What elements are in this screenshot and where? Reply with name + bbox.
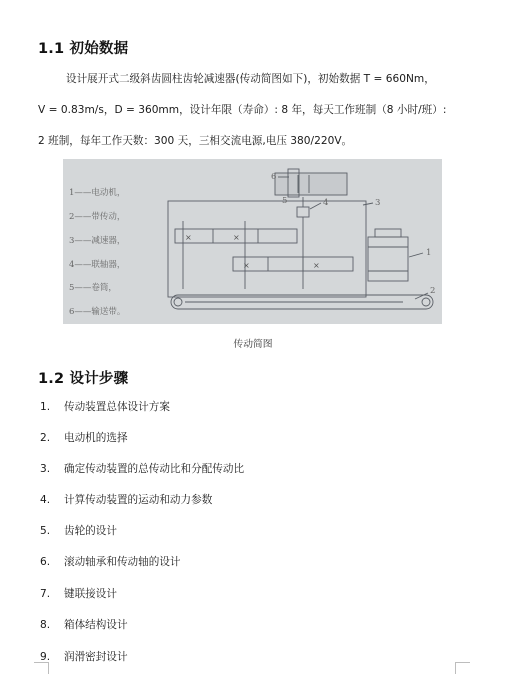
callout-1: 1 xyxy=(426,248,432,258)
svg-text:×: × xyxy=(233,233,240,242)
list-number: 4. xyxy=(40,494,51,506)
list-text: 润滑密封设计 xyxy=(64,651,128,663)
paragraph-line-3: 2 班制，每年工作天数：300 天，三相交流电源,电压 380/220V。 xyxy=(38,135,353,147)
list-number: 2. xyxy=(40,432,51,444)
list-number: 7. xyxy=(40,588,51,600)
legend-item-4: 4——联轴器， xyxy=(69,260,126,270)
list-item xyxy=(40,617,128,632)
schematic-lines xyxy=(168,169,436,309)
list-text: 计算传动装置的运动和动力参数 xyxy=(64,494,213,506)
callout-4: 4 xyxy=(323,198,329,208)
callout-6: 6 xyxy=(271,172,277,182)
legend-item-5: 5——卷筒， xyxy=(69,283,117,293)
list-number: 6. xyxy=(40,556,51,568)
svg-text:×: × xyxy=(313,261,320,270)
list-number: 3. xyxy=(40,463,51,475)
motor xyxy=(368,237,408,281)
callout-2: 2 xyxy=(430,286,436,296)
list-number: 9. xyxy=(40,651,51,663)
legend-item-3: 3——减速器， xyxy=(69,236,126,246)
callout-3: 3 xyxy=(375,198,381,208)
list-text: 确定传动装置的总传动比和分配传动比 xyxy=(64,463,245,475)
svg-text:×: × xyxy=(243,261,250,270)
paragraph-line-1: 设计展开式二级斜齿圆柱齿轮减速器(传动简图如下)，初始数据 T = 660Nm， xyxy=(66,73,435,85)
list-item xyxy=(40,399,170,414)
legend-item-2: 2——带传动， xyxy=(69,212,126,222)
list-number: 8. xyxy=(40,619,51,631)
coupling xyxy=(297,207,309,217)
list-item xyxy=(40,523,117,538)
list-item xyxy=(40,554,181,569)
list-item xyxy=(40,492,212,507)
pulley-right xyxy=(422,298,430,306)
page-corner-mark-right xyxy=(455,662,470,674)
list-text: 滚动轴承和传动轴的设计 xyxy=(64,556,181,568)
list-text: 传动装置总体设计方案 xyxy=(64,401,170,413)
list-number: 5. xyxy=(40,525,51,537)
motor-fan xyxy=(375,229,401,237)
list-text: 键联接设计 xyxy=(64,588,117,600)
page-corner-mark-left xyxy=(34,662,49,674)
pulley-left xyxy=(174,298,182,306)
list-number: 1. xyxy=(40,401,51,413)
section-heading-initial-data: 1.1 初始数据 xyxy=(38,41,129,57)
transmission-diagram xyxy=(63,159,442,324)
section-heading-design-steps: 1.2 设计步骤 xyxy=(38,371,129,387)
legend-item-1: 1——电动机， xyxy=(69,188,126,198)
list-item xyxy=(40,649,128,664)
paragraph-line-2: V = 0.83m/s，D = 360mm，设计年限（寿命）: 8 年，每天工作班制（8 小时/班）: xyxy=(38,104,447,116)
list-text: 电动机的选择 xyxy=(64,432,128,444)
drum xyxy=(275,173,347,195)
list-item xyxy=(40,430,128,445)
list-item xyxy=(40,586,117,601)
callout-5: 5 xyxy=(282,196,288,206)
list-item xyxy=(40,461,244,476)
transmission-diagram-photo xyxy=(63,159,442,324)
list-text: 齿轮的设计 xyxy=(64,525,117,537)
svg-text:×: × xyxy=(185,233,192,242)
gear-pair-2 xyxy=(233,257,353,271)
figure-caption: 传动简图 xyxy=(233,339,273,350)
list-text: 箱体结构设计 xyxy=(64,619,128,631)
reducer-housing xyxy=(168,201,366,297)
legend-item-6: 6——输送带。 xyxy=(69,307,126,317)
